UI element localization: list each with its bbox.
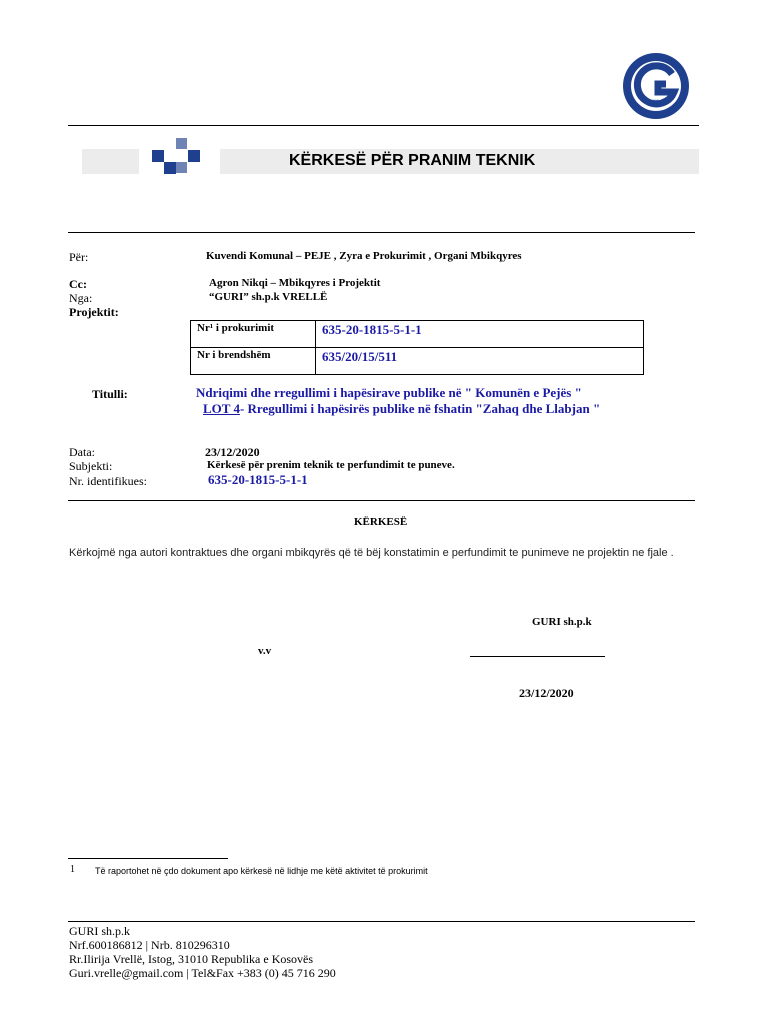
lot-link[interactable]: LOT 4: [203, 401, 240, 416]
projekti-label: Projektit:: [69, 305, 119, 319]
title-band-left: [82, 149, 139, 174]
nga-value: “GURI” sh.p.k VRELLË: [209, 291, 328, 303]
page-title: KËRKESË PËR PRANIM TEKNIK: [289, 152, 536, 169]
meta-rule: [68, 500, 695, 501]
titulli-line2-text: - Rregullimi i hapësirës publike në fshatin "Zahaq dhe Llabjan ": [239, 401, 601, 416]
signature-line: [470, 656, 605, 657]
cc-label: Cc:: [69, 277, 87, 291]
title-band: [220, 149, 699, 174]
header-rule: [68, 232, 695, 233]
footnote-rule: [68, 858, 228, 859]
per-value: Kuvendi Komunal – PEJE , Zyra e Prokurimit , Organi Mbikqyres: [206, 250, 522, 262]
footer-registration: Nrf.600186812 | Nrb. 810296310: [69, 938, 230, 952]
logo-year: 1996: [650, 98, 659, 103]
footnote-text: Të raportohet në çdo dokument apo kërkesë në lidhje me këtë aktivitet të prokurimit: [95, 866, 428, 876]
titulli-line2: [203, 401, 600, 417]
titulli-label: Titulli:: [92, 387, 128, 401]
titulli-line1: Ndriqimi dhe rregullimi i hapësirave publike në " Komunën e Pejës ": [196, 385, 582, 400]
footer-company: GURI sh.p.k: [69, 924, 131, 938]
data-label: Data:: [69, 445, 95, 459]
footer-block: [69, 924, 336, 980]
table-row: [191, 321, 644, 348]
table-cell-label: Nr¹ i prokurimit: [191, 321, 316, 348]
signature-date: 23/12/2020: [519, 686, 574, 700]
signature-vv: v.v: [258, 645, 272, 657]
pixel-squares-icon: [152, 138, 200, 174]
footnote-number: 1: [70, 864, 75, 875]
company-logo: [622, 52, 690, 120]
footer-rule: [68, 921, 695, 922]
nr-identifikues-label: Nr. identifikues:: [69, 474, 147, 488]
per-label: Për:: [69, 250, 89, 264]
request-heading: KËRKESË: [354, 516, 408, 528]
nga-label: Nga:: [69, 291, 93, 305]
request-body: Kërkojmë nga autori kontraktues dhe organi mbikqyrës që të bëj konstatimin e perfundimit te punimeve ne projektin ne fjale .: [69, 547, 674, 559]
cc-value: Agron Nikqi – Mbikqyres i Projektit: [209, 277, 381, 289]
signature-company: GURI sh.p.k: [532, 616, 592, 628]
data-value: 23/12/2020: [205, 445, 260, 459]
table-cell-value: 635-20-1815-5-1-1: [316, 321, 644, 348]
table-row: [191, 348, 644, 375]
top-rule: [68, 125, 699, 126]
table-cell-label: Nr i brendshëm: [191, 348, 316, 375]
table-cell-value: 635/20/15/511: [316, 348, 644, 375]
nr-identifikues-value: 635-20-1815-5-1-1: [208, 472, 308, 487]
subjekti-value: Kërkesë për prenim teknik te perfundimit te puneve.: [207, 459, 455, 471]
procurement-table: [190, 320, 644, 375]
subjekti-label: Subjekti:: [69, 459, 113, 473]
footer-address: Rr.Ilirija Vrellë, Istog, 31010 Republika e Kosovës: [69, 952, 314, 966]
footer-contact: Guri.vrelle@gmail.com | Tel&Fax +383 (0) 45 716 290: [69, 966, 336, 980]
